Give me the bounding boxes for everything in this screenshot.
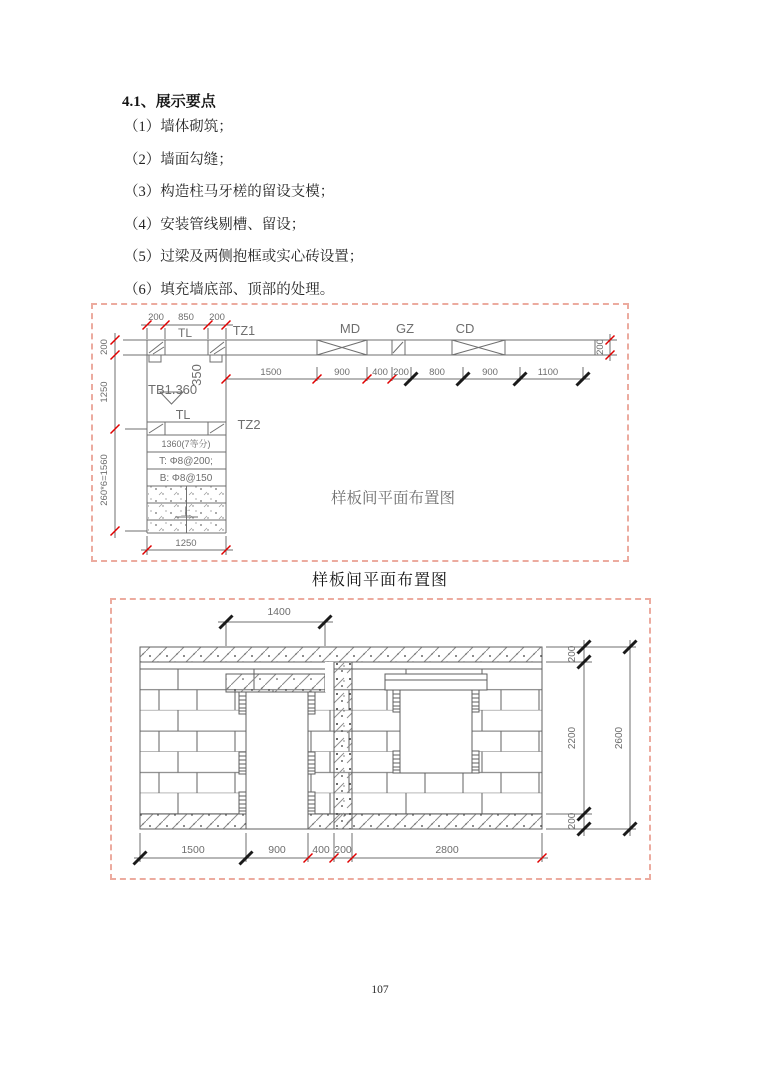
component-label-cd: CD xyxy=(455,321,475,336)
dim-label: 200 xyxy=(567,812,578,830)
section-heading: 4.1、展示要点 xyxy=(122,94,216,110)
dim-label: 200 xyxy=(393,367,409,378)
list-item: （5）过梁及两侧抱框或实心砖设置； xyxy=(124,249,364,265)
row-label: 1360(7等分) xyxy=(161,439,211,449)
dim-label: 200 xyxy=(148,312,164,323)
window-opening xyxy=(400,690,472,773)
fig2-wall xyxy=(140,647,542,829)
dim-label: 850 xyxy=(178,312,194,323)
list-item: （1）墙体砌筑； xyxy=(124,119,233,135)
component-label-md: MD xyxy=(339,321,361,336)
figure2-drawing xyxy=(112,600,649,878)
bullet-list xyxy=(124,111,363,306)
component-label-tl2: TL xyxy=(175,408,191,422)
dim-label: 1100 xyxy=(537,367,559,378)
dim-label: 1500 xyxy=(181,844,205,856)
dim-label: 200 xyxy=(334,844,352,856)
dim-label: 400 xyxy=(312,844,330,856)
dim-label: 200 xyxy=(567,645,578,663)
list-item: （2）墙面勾缝； xyxy=(124,151,233,168)
component-label-tz2: TZ2 xyxy=(237,417,261,432)
dim-label: 260*6=1560 xyxy=(99,454,110,506)
figure1-drawing xyxy=(93,305,627,560)
dim-label: 900 xyxy=(268,844,286,856)
dim-label: 1250 xyxy=(99,381,110,403)
dim-label: 200 xyxy=(595,339,606,355)
list-item: （6）填充墙底部、顶部的处理。 xyxy=(124,281,335,298)
up-mark: 上 xyxy=(180,506,192,518)
page-number: 107 xyxy=(371,984,389,996)
dim-label: 2800 xyxy=(435,844,459,856)
figure1-frame xyxy=(91,303,629,562)
door-lintel xyxy=(226,674,325,692)
dim-label: 400 xyxy=(372,367,388,378)
constructional-column xyxy=(334,662,352,829)
dim-label: 2200 xyxy=(567,726,578,750)
door-opening xyxy=(246,692,308,829)
column-notch xyxy=(325,662,334,692)
list-item: （3）构造柱马牙槎的留设支模； xyxy=(124,184,335,200)
component-label-tl: TL xyxy=(177,326,193,340)
dim-label: 2600 xyxy=(614,726,625,750)
dim-label: 200 xyxy=(99,339,110,355)
dim-label: 900 xyxy=(334,367,350,378)
figure2-frame xyxy=(110,598,651,880)
dim-label: 800 xyxy=(429,367,445,378)
dim-label: 1250 xyxy=(175,538,197,549)
figure1-caption: 样板间平面布置图 xyxy=(311,572,448,589)
dim-label: 900 xyxy=(482,367,498,378)
ceiling-slab xyxy=(140,647,542,662)
row-label: T: Φ8@200; xyxy=(159,456,213,467)
dim-label: 1500 xyxy=(260,367,282,378)
depth-label: 350 xyxy=(189,364,204,386)
list-item: （4）安装管线剔槽、留设； xyxy=(124,216,306,233)
dim-label: 1400 xyxy=(267,606,291,618)
window-lintel xyxy=(385,674,487,690)
figure1-inner-title: 样板间平面布置图 xyxy=(330,490,456,507)
dim-label: 200 xyxy=(209,312,225,323)
row-label: B: Φ8@150 xyxy=(159,473,213,484)
level-label: TB1.360 xyxy=(148,382,198,397)
component-label-gz: GZ xyxy=(395,321,415,336)
component-label-tz1: TZ1 xyxy=(232,324,256,338)
